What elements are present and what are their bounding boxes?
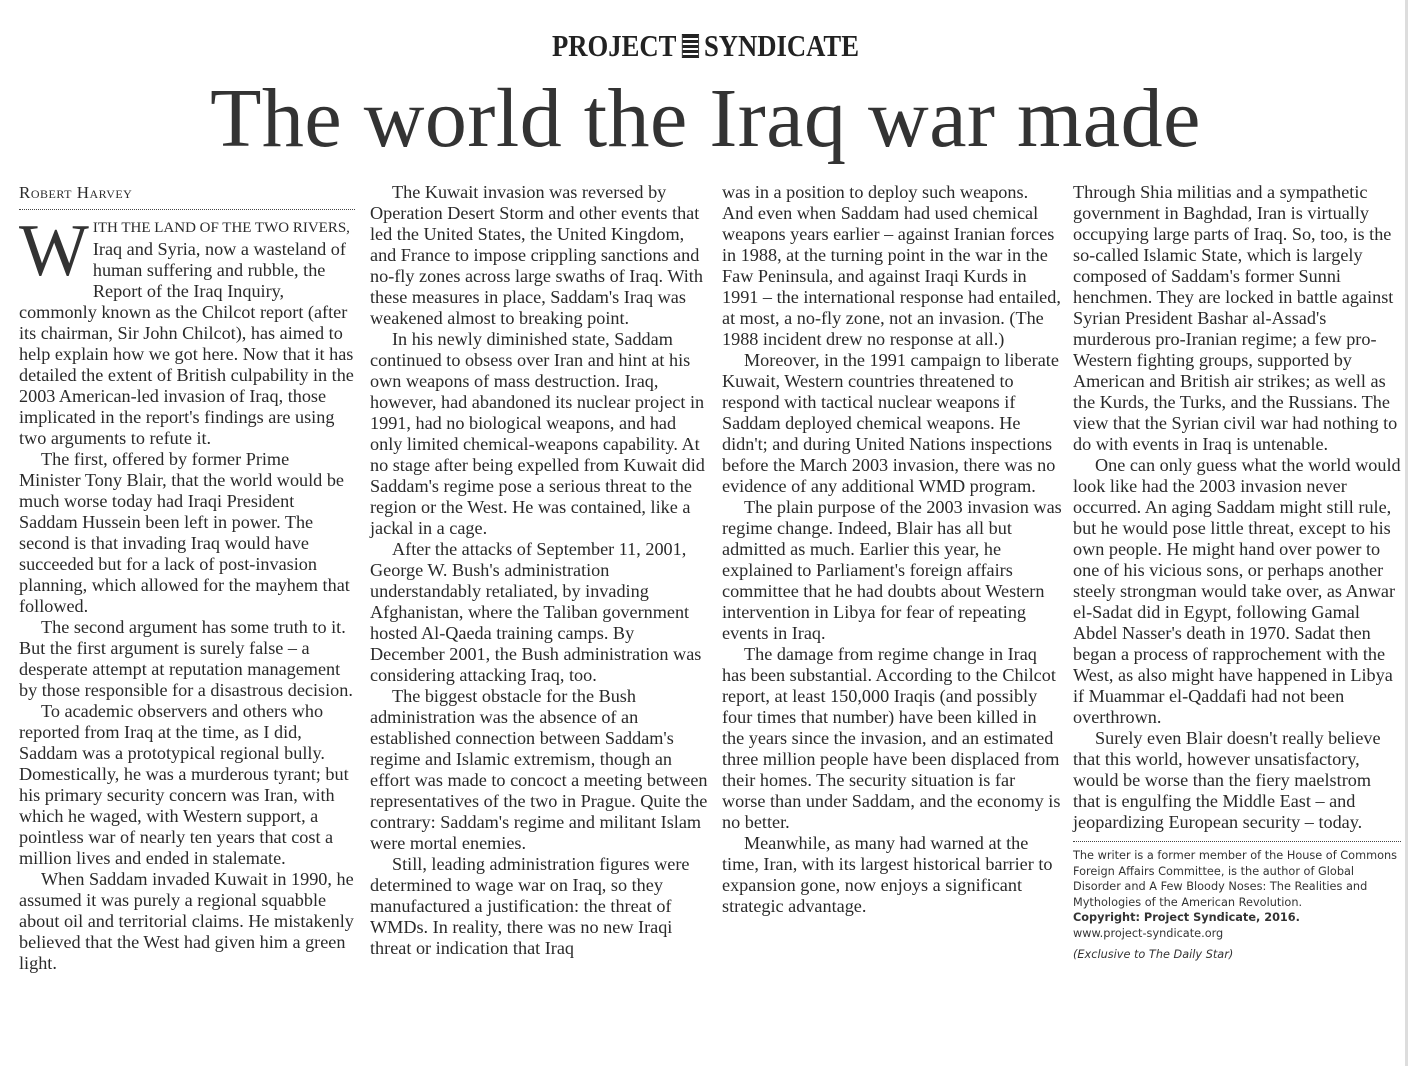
paragraph-continued: was in a position to deploy such weapons. And even when Saddam had used chemical weapons years earlier – against Iranian forces in 1988, at the turning point in the war in the Faw Peninsula, and against Iraqi Kurds in 1991 – the international response had entailed, at most, a no-fly zone, not an invasion. (The 1988 incident drew no response at all.) — [722, 182, 1061, 349]
masthead-left: PROJECT — [551, 28, 677, 63]
paragraph: The first, offered by former Prime Minister Tony Blair, that the world would be much worse today had Iraqi President Saddam Hussein been left in power. The second is that invading Iraq would have succeeded but for a lack of post-invasion planning, which allowed for the mayhem that followed. — [19, 449, 350, 616]
lead-caps: ITH THE LAND OF THE TWO RIVERS, — [92, 220, 350, 236]
paragraph: One can only guess what the world would look like had the 2003 invasion never occurred. An aging Saddam might still rule, but he would pose little threat, except to his own people. He might hand over power to one of his vicious sons, or perhaps another steely strongman would take over, as Anwar el-Sadat did in Egypt, following Gamal Abdel Nasser's death in 1970. Sadat then began a process of rapprochement with the West, as also might have happened in Libya if Muammar el-Qaddafi had not been overthrown. — [1073, 455, 1401, 727]
paragraph: Surely even Blair doesn't really believe that this world, however unsatisfactory, would be worse than the fiery maelstrom that is engulfing the Middle East – and jeopardizing European security – today. — [1073, 728, 1381, 832]
paragraph: Still, leading administration figures were determined to wage war on Iraq, so they manufactured a justification: the threat of WMDs. In reality, there was no new Iraqi threat or indication that Iraq — [370, 854, 690, 958]
author-bio: The writer is a former member of the House of Commons Foreign Affairs Committee, is the author of Global Disorder and A Few Bloody Noses: The Realities and Mythologies of the American Revolution. — [1073, 849, 1398, 909]
column-4 — [1073, 182, 1401, 963]
exclusive-note: (Exclusive to The Daily Star) — [1073, 948, 1234, 961]
paragraph: Moreover, in the 1991 campaign to liberate Kuwait, Western countries threatened to respond with tactical nuclear weapons if Saddam deployed chemical weapons. He didn't; and during United Nations inspections before the March 2003 invasion, there was no evidence of any additional WMD program. — [722, 350, 1059, 496]
page-edge-rule — [1405, 0, 1408, 1066]
paragraph: The Kuwait invasion was reversed by Operation Desert Storm and other events that led the United States, the United Kingdom, and France to impose crippling sanctions and no-fly zones across large swaths of Iraq. With these measures in place, Saddam's Iraq was weakened almost to breaking point. — [370, 182, 703, 328]
author-footnote — [1073, 841, 1401, 963]
paragraph: To academic observers and others who reported from Iraq at the time, as I did, Saddam was a prototypical regional bully. Domestically, he was a murderous tyrant; but his primary security concern was Iran, with which he waged, with Western support, a pointless war of nearly ten years that cost a million lives and ended in stalemate. — [19, 701, 349, 868]
paragraph: The plain purpose of the 2003 invasion was regime change. Indeed, Blair has all but admitted as much. Earlier this year, he explained to Parliament's foreign affairs committee that he had doubts about Western intervention in Libya for fear of repeating events in Iraq. — [722, 497, 1062, 643]
website-link[interactable]: www.project-syndicate.org — [1073, 926, 1224, 940]
paragraph: The second argument has some truth to it. But the first argument is surely false – a desperate attempt at reputation management by those responsible for a disastrous decision. — [19, 617, 353, 700]
paragraph-continued: Through Shia militias and a sympathetic government in Baghdad, Iran is virtually occupying large parts of Iraq. So, too, is the so-called Islamic State, which is largely composed of Saddam's former Sunni henchmen. They are locked in battle against Syrian President Bashar al-Assad's murderous pro-Iranian regime; a few pro-Western fighting groups, supported by American and British air strikes; as well as the Kurds, the Turks, and the Russians. The view that the Syrian civil war had nothing to do with events in Iraq is untenable. — [1073, 182, 1398, 454]
copyright-notice: Copyright: Project Syndicate, 2016. — [1073, 911, 1300, 924]
paragraph: In his newly diminished state, Saddam continued to obsess over Iran and hint at his own weapons of mass destruction. Iraq, however, had abandoned its nuclear project in 1991, had no biological weapons, and had only limited chemical-weapons capability. At no stage after being expelled from Kuwait did Saddam's regime pose a serious threat to the region or the West. He was contained, like a jackal in a cage. — [370, 329, 705, 538]
masthead — [99, 28, 1312, 64]
paragraph: The biggest obstacle for the Bush administration was the absence of an established connection between Saddam's regime and Islamic extremism, though an effort was made to concoct a meeting between representatives of the two in Prague. Quite the contrary: Saddam's regime and militant Islam were mortal enemies. — [370, 686, 708, 853]
masthead-right: SYNDICATE — [703, 28, 859, 63]
column-1 — [19, 182, 355, 974]
paragraph: Meanwhile, as many had warned at the time, Iran, with its largest historical barrier to expansion gone, now enjoys a significant strategic advantage. — [722, 833, 1053, 916]
column-3 — [722, 182, 1062, 917]
byline: Robert Harvey — [19, 182, 355, 210]
paragraph: The damage from regime change in Iraq has been substantial. According to the Chilcot report, at least 150,000 Iraqis (and possibly four times that number) have been killed in the years since the invasion, and an estimated three million people have been displaced from their homes. The security situation is far worse than under Saddam, and the economy is no better. — [722, 644, 1061, 832]
paragraph: When Saddam invaded Kuwait in 1990, he assumed it was purely a regional squabble about oil and territorial claims. He mistakenly believed that the West had given him a green light. — [19, 869, 354, 973]
drop-cap: W — [19, 210, 89, 292]
headline: The world the Iraq war made — [210, 72, 1201, 165]
syndicate-logo-icon — [682, 34, 699, 58]
lead-paragraph — [19, 210, 355, 449]
paragraph: After the attacks of September 11, 2001, George W. Bush's administration understandably retaliated, by invading Afghanistan, where the Taliban government hosted Al-Qaeda training camps. By December 2001, the Bush administration was considering attacking Iraq, too. — [370, 539, 702, 685]
column-2 — [370, 182, 710, 959]
lead-text: Iraq and Syria, now a wasteland of human suffering and rubble, the Report of the Iraq Inquiry, commonly known as the Chilcot report (after its chairman, Sir John Chilcot), has aimed to help explain how we got here. Now that it has detailed the extent of British culpability in the 2003 American-led invasion of Iraq, those implicated in the report's findings are using two arguments to refute it. — [19, 239, 354, 448]
